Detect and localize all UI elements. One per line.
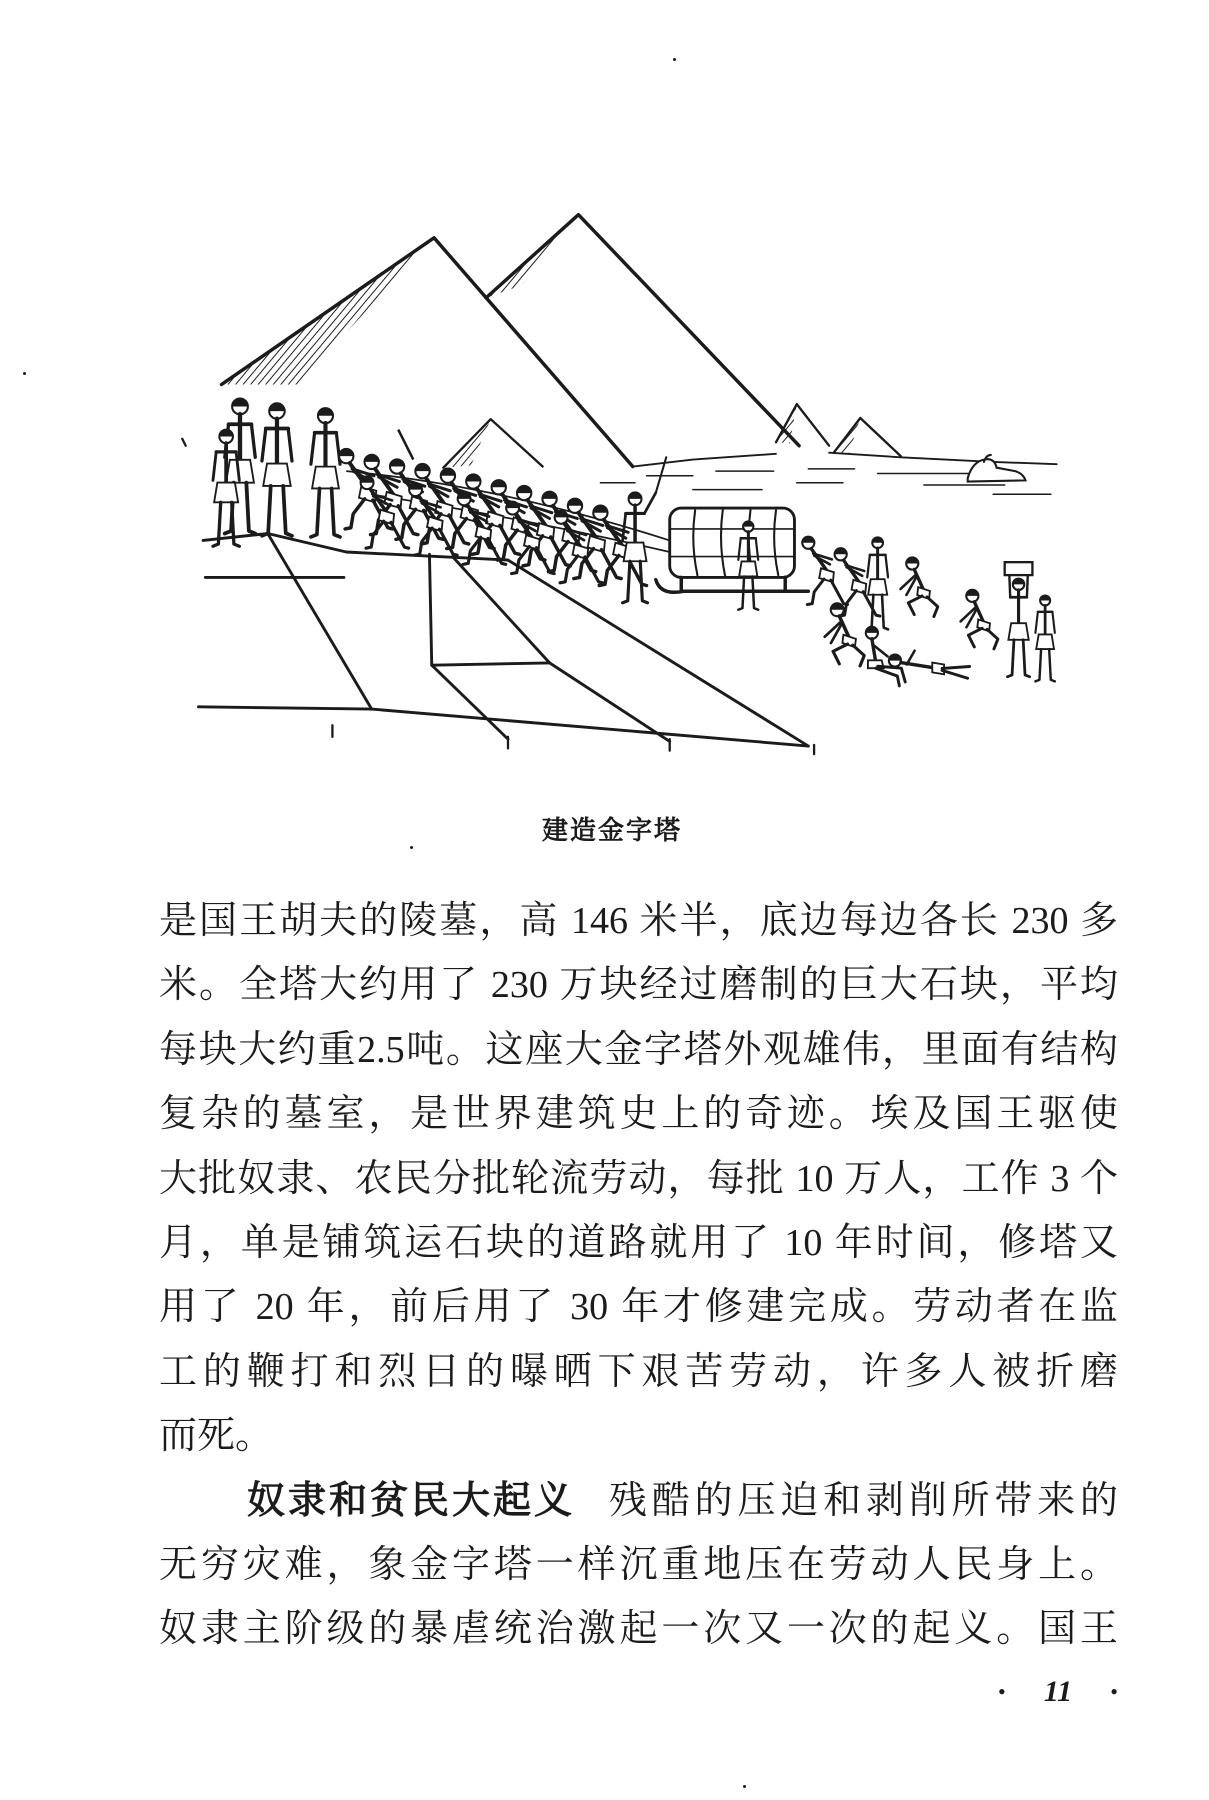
- figure-limb: [738, 576, 744, 609]
- figure-limb: [548, 542, 568, 572]
- worker-figure: [213, 430, 239, 547]
- scan-speck: [743, 1785, 746, 1788]
- figure-limb: [833, 644, 848, 664]
- figure-limb: [1035, 649, 1041, 681]
- figure-limb: [1035, 612, 1037, 633]
- body-line: 工的鞭打和烈日的曝晒下艰苦劳动，许多人被折磨: [159, 1350, 1118, 1393]
- figure-limb: [415, 528, 433, 555]
- figure-limb: [885, 555, 888, 578]
- figure-limb: [942, 670, 968, 678]
- figure-limb: [882, 595, 888, 630]
- scan-speck: [673, 58, 676, 61]
- figure-limb: [213, 452, 216, 481]
- block-base-edge: [198, 707, 371, 709]
- figure-limb: [623, 561, 630, 603]
- figure-limb: [1027, 575, 1028, 597]
- body-line: 大批奴隶、农民分批轮流劳动，每批 10 万人，工作 3 个: [159, 1157, 1118, 1200]
- body-line: 用了 20 年，前后用了 30 年才修建完成。劳动者在监: [159, 1286, 1118, 1329]
- scan-speck: [410, 846, 413, 849]
- figure-limb: [908, 596, 922, 615]
- figure-limb: [831, 580, 848, 604]
- figure-limb: [1009, 575, 1010, 597]
- figure-limb: [1023, 640, 1029, 677]
- figure-limb: [262, 486, 271, 536]
- scan-speck: [23, 372, 26, 375]
- body-line: 每块大约重2.5吨。这座大金字塔外观雄伟，里面有结构: [159, 1028, 1118, 1071]
- worker-figure: [311, 408, 340, 537]
- figure-limb: [942, 666, 969, 668]
- sled-runner: [656, 577, 808, 592]
- scan-speck: [182, 439, 185, 446]
- body-line: 复杂的墓室，是世界建筑史上的奇迹。埃及国王驱使: [159, 1093, 1118, 1136]
- figure-limb: [345, 499, 365, 529]
- sphinx: [968, 455, 1026, 482]
- carried-stone: [1005, 562, 1033, 575]
- figure-limb: [311, 433, 315, 465]
- figure-limb: [1007, 640, 1013, 677]
- ropes: [346, 430, 669, 552]
- worker-figure: [900, 557, 937, 616]
- section-slave-uprising: [159, 1469, 1118, 1662]
- worker-figure: [458, 492, 506, 564]
- figure-limb: [332, 488, 340, 537]
- figure-limb: [366, 521, 384, 548]
- figure-limb: [927, 597, 938, 617]
- figure-limb: [262, 429, 266, 461]
- middle-block-edges: [429, 554, 549, 665]
- workers: [213, 399, 1055, 686]
- section-first-line-text: 残酷的压迫和剥削所带来的: [609, 1479, 1118, 1522]
- page-number-mark-right: •: [1110, 1679, 1118, 1704]
- figure-limb: [1049, 649, 1055, 681]
- figure-kilt: [263, 464, 290, 486]
- figure-kilt: [624, 543, 647, 562]
- pyramid-construction-illustration: [173, 196, 1074, 774]
- body-text: [159, 889, 1118, 1662]
- figure-limb: [498, 530, 518, 560]
- figure-kilt: [214, 483, 238, 503]
- worker-figure: [1035, 595, 1054, 681]
- figure-limb: [232, 502, 240, 546]
- pyramids: [222, 215, 901, 468]
- worker-figure: [961, 590, 998, 649]
- worker-figure: [1005, 562, 1033, 677]
- figure-limb: [311, 488, 320, 537]
- section-first-line: [159, 1469, 1118, 1533]
- figure-limb: [640, 561, 647, 603]
- body-line: 而死。: [159, 1415, 274, 1458]
- figure-limb: [391, 522, 409, 548]
- body-line: 月，单是铺筑运石块的道路就用了 10 年时间，修塔又: [159, 1221, 1118, 1264]
- stone-sled: [656, 508, 808, 592]
- figure-limb: [872, 639, 876, 663]
- figure-limb: [246, 483, 255, 534]
- worker-figure: [262, 403, 292, 535]
- page-number-value: 11: [1043, 1675, 1073, 1708]
- figure-kilt: [1036, 634, 1054, 649]
- figure-limb: [1052, 612, 1054, 633]
- figure-limb: [752, 576, 758, 609]
- worker-figure: [623, 457, 667, 603]
- figure-kilt: [739, 561, 757, 576]
- figure-kilt: [312, 467, 339, 489]
- worker-figure: [889, 651, 970, 678]
- figure-limb: [968, 628, 982, 647]
- page-number-mark-left: •: [998, 1679, 1006, 1704]
- figure-limb: [288, 429, 292, 461]
- worker-figure: [225, 399, 255, 534]
- page-number: [998, 1670, 1118, 1714]
- paragraph-pyramid-description: [159, 889, 1118, 1469]
- figure-limb: [853, 645, 864, 666]
- worker-figure: [802, 537, 847, 605]
- figure-limb: [867, 555, 870, 578]
- staff: [398, 430, 413, 460]
- section-heading: 奴隶和贫民大起义: [247, 1479, 576, 1522]
- body-line: 奴隶主阶级的暴虐统治激起一次又一次的起义。国王: [159, 1608, 1118, 1651]
- figure-caption: 建造金字塔: [541, 816, 682, 845]
- body-line: 无穷灾难，象金字塔一样沉重地压在劳动人民身上。: [159, 1543, 1118, 1586]
- figure-limb: [876, 668, 900, 686]
- body-line: 是国王胡夫的陵墓，高 146 米半，底边每边各长 230 多: [159, 900, 1118, 942]
- figure-limb: [644, 493, 655, 514]
- figure-kilt: [1008, 623, 1028, 640]
- figure-limb: [251, 424, 255, 457]
- figure-limb: [987, 629, 998, 649]
- figure-limb: [283, 486, 292, 536]
- figure-kilt: [868, 579, 887, 595]
- block-slanted-edge: [268, 534, 372, 710]
- pyramid-right: [486, 215, 799, 446]
- body-line: 米。全塔大约用了 230 万块经过磨制的巨大石块，平均: [159, 964, 1118, 1007]
